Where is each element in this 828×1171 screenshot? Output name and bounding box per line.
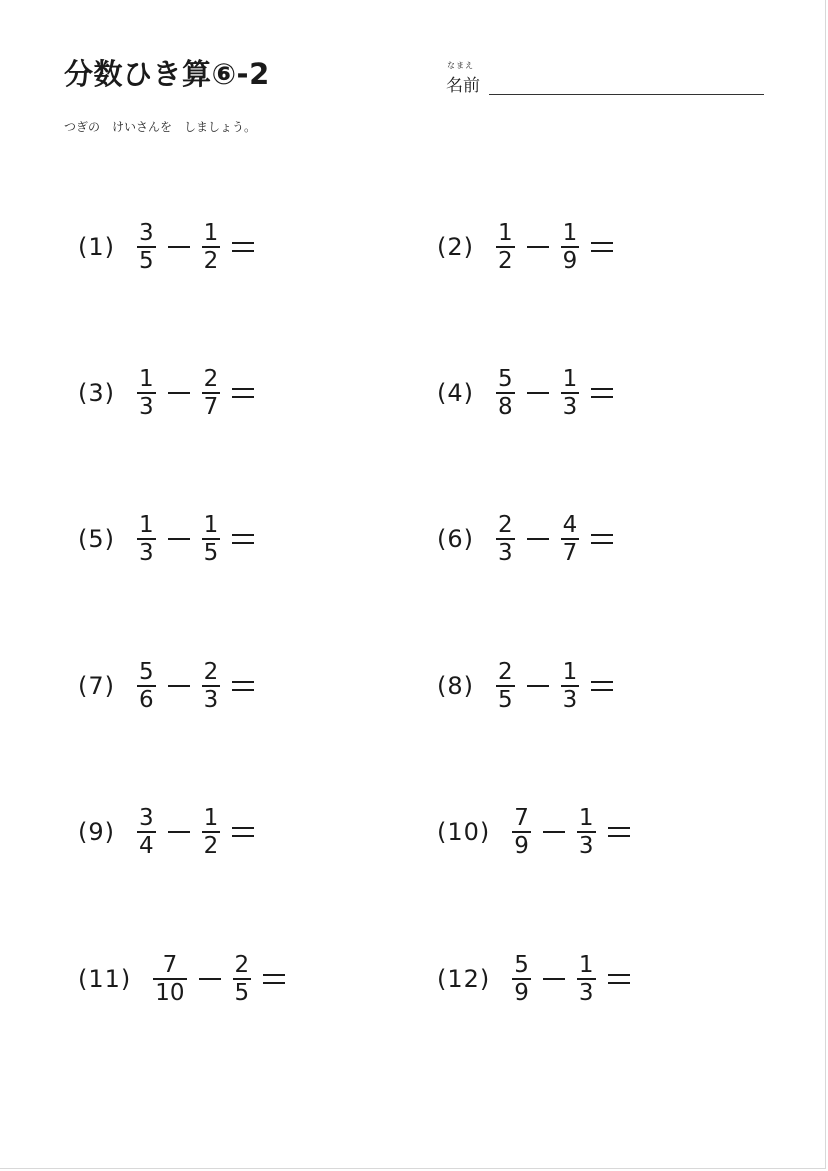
numerator: 2	[498, 659, 513, 685]
fraction-b	[561, 221, 580, 273]
fraction-a	[137, 660, 156, 712]
fraction-b	[577, 953, 596, 1005]
denominator: 7	[203, 394, 219, 420]
denominator: 5	[498, 687, 513, 713]
problem-12	[437, 949, 630, 1009]
minus-sign	[168, 685, 190, 687]
problem-11	[78, 949, 285, 1009]
equals-sign	[263, 974, 285, 984]
fraction-a	[512, 806, 531, 858]
name-field	[446, 60, 766, 100]
numerator: 3	[139, 805, 154, 831]
numerator: 1	[203, 512, 219, 538]
denominator: 5	[139, 248, 154, 274]
fraction-b	[202, 221, 221, 273]
numerator: 5	[498, 366, 513, 392]
numerator: 4	[562, 512, 578, 538]
numerator: 1	[562, 659, 578, 685]
numerator: 7	[162, 952, 178, 978]
denominator: 10	[155, 980, 185, 1006]
problem-number: (9)	[78, 818, 115, 846]
fraction-a	[153, 953, 186, 1005]
fraction-a	[137, 513, 156, 565]
numerator: 1	[203, 805, 219, 831]
denominator: 3	[139, 394, 154, 420]
fraction-b	[202, 806, 221, 858]
denominator: 5	[234, 980, 250, 1006]
problem-number: (11)	[78, 965, 132, 993]
denominator: 3	[203, 687, 219, 713]
problem-number: (4)	[437, 379, 474, 407]
problem-8	[437, 656, 613, 716]
fraction-b	[561, 367, 580, 419]
denominator: 3	[578, 980, 594, 1006]
numerator: 5	[139, 659, 154, 685]
fraction-a	[496, 513, 515, 565]
numerator: 1	[578, 952, 594, 978]
minus-sign	[168, 831, 190, 833]
fraction-a	[496, 367, 515, 419]
equals-sign	[232, 242, 254, 252]
problem-4	[437, 363, 613, 423]
minus-sign	[168, 392, 190, 394]
problem-number: (5)	[78, 525, 115, 553]
denominator: 9	[514, 833, 529, 859]
problem-number: (10)	[437, 818, 491, 846]
denominator: 3	[578, 833, 594, 859]
problem-9	[78, 802, 254, 862]
minus-sign	[543, 831, 565, 833]
instruction-text: つぎの けいさんを しましょう。	[64, 120, 257, 134]
denominator: 7	[562, 540, 578, 566]
equals-sign	[232, 534, 254, 544]
fraction-a	[137, 806, 156, 858]
fraction-a	[496, 221, 515, 273]
denominator: 9	[562, 248, 578, 274]
worksheet-title: 分数ひき算⑥-2	[64, 57, 270, 91]
minus-sign	[168, 246, 190, 248]
problem-number: (12)	[437, 965, 491, 993]
name-label: 名前	[446, 76, 480, 96]
equals-sign	[608, 827, 630, 837]
fraction-b	[202, 513, 221, 565]
denominator: 5	[203, 540, 219, 566]
numerator: 2	[498, 512, 513, 538]
problem-number: (6)	[437, 525, 474, 553]
minus-sign	[527, 246, 549, 248]
equals-sign	[591, 242, 613, 252]
minus-sign	[168, 538, 190, 540]
equals-sign	[591, 388, 613, 398]
minus-sign	[527, 392, 549, 394]
denominator: 2	[203, 833, 219, 859]
problem-number: (8)	[437, 672, 474, 700]
fraction-b	[233, 953, 252, 1005]
problem-3	[78, 363, 254, 423]
problem-number: (1)	[78, 233, 115, 261]
numerator: 2	[203, 659, 219, 685]
fraction-b	[561, 660, 580, 712]
equals-sign	[232, 681, 254, 691]
minus-sign	[199, 978, 221, 980]
denominator: 3	[498, 540, 513, 566]
problem-1	[78, 217, 254, 277]
numerator: 1	[562, 366, 578, 392]
denominator: 6	[139, 687, 154, 713]
fraction-a	[512, 953, 531, 1005]
fraction-a	[137, 221, 156, 273]
numerator: 1	[203, 220, 219, 246]
numerator: 1	[562, 220, 578, 246]
equals-sign	[591, 681, 613, 691]
fraction-a	[496, 660, 515, 712]
equals-sign	[232, 388, 254, 398]
denominator: 3	[139, 540, 154, 566]
numerator: 5	[514, 952, 529, 978]
problem-number: (2)	[437, 233, 474, 261]
problem-2	[437, 217, 613, 277]
problem-number: (3)	[78, 379, 115, 407]
fraction-b	[561, 513, 580, 565]
fraction-b	[577, 806, 596, 858]
equals-sign	[608, 974, 630, 984]
denominator: 2	[203, 248, 219, 274]
minus-sign	[527, 685, 549, 687]
problem-7	[78, 656, 254, 716]
numerator: 7	[514, 805, 529, 831]
problem-5	[78, 509, 254, 569]
denominator: 9	[514, 980, 529, 1006]
problem-number: (7)	[78, 672, 115, 700]
fraction-b	[202, 660, 221, 712]
name-ruby: なまえ	[447, 61, 474, 70]
problem-6	[437, 509, 613, 569]
numerator: 1	[139, 366, 154, 392]
equals-sign	[232, 827, 254, 837]
denominator: 8	[498, 394, 513, 420]
denominator: 3	[562, 687, 578, 713]
numerator: 3	[139, 220, 154, 246]
denominator: 2	[498, 248, 513, 274]
minus-sign	[527, 538, 549, 540]
equals-sign	[591, 534, 613, 544]
denominator: 3	[562, 394, 578, 420]
numerator: 2	[203, 366, 219, 392]
numerator: 1	[139, 512, 154, 538]
fraction-b	[202, 367, 221, 419]
numerator: 2	[234, 952, 250, 978]
numerator: 1	[578, 805, 594, 831]
name-write-line[interactable]	[489, 94, 764, 95]
numerator: 1	[498, 220, 513, 246]
fraction-a	[137, 367, 156, 419]
denominator: 4	[139, 833, 154, 859]
minus-sign	[543, 978, 565, 980]
problem-10	[437, 802, 630, 862]
